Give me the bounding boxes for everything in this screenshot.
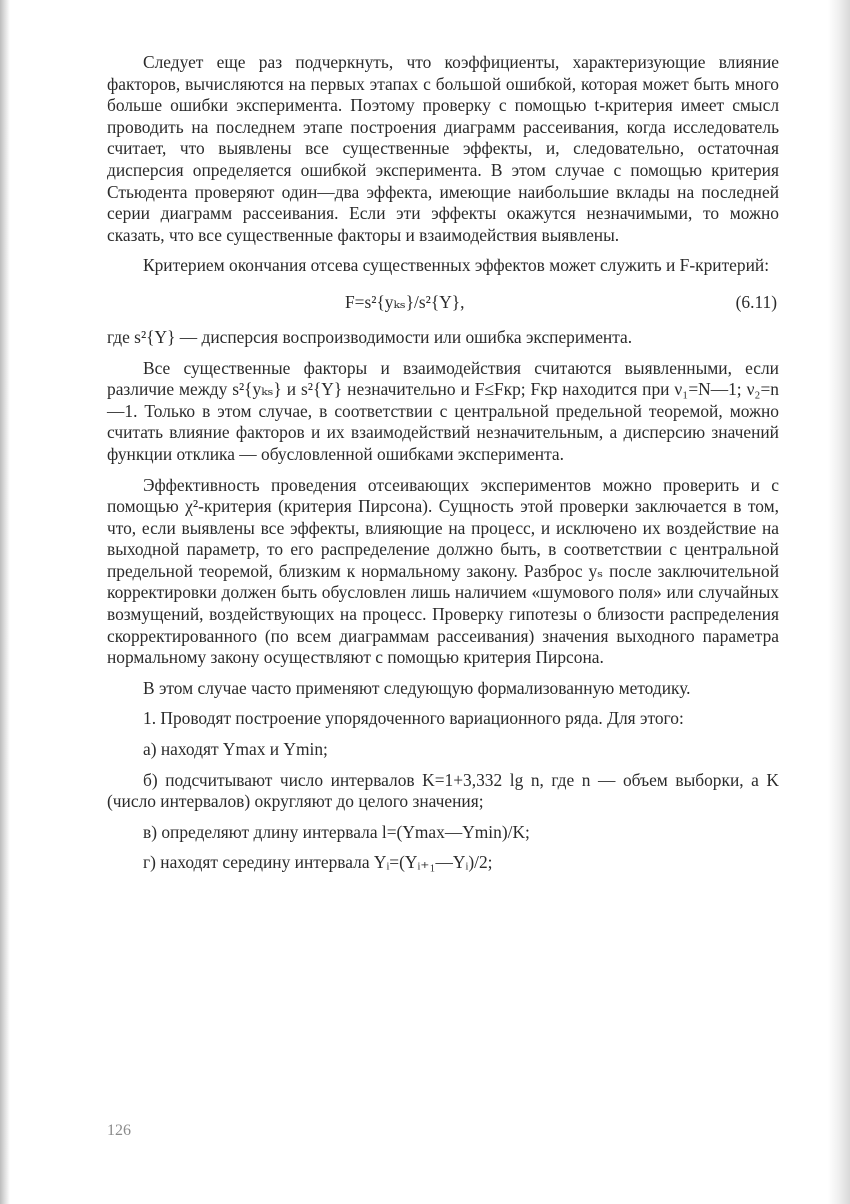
list-item-step-b: б) подсчитывают число интервалов K=1+3,332 lg n, где n — объем выборки, а K (число интервалов) округляют до целого значения;	[107, 769, 779, 812]
paragraph-method-intro: В этом случае часто применяют следующую формализованную методику.	[143, 677, 691, 698]
scan-edge-left	[0, 0, 10, 1204]
scan-edge-right	[828, 0, 850, 1204]
paragraph-significant-factors: Все существенные факторы и взаимодействия считаются выявленными, если различие между s²{yₖₛ} и s²{Y} незначительно и F≤Fкр; Fкр находится при ν₁=N—1; ν₂=n—1. Только в этом случае, в соответствии с центральной предельной теоремой, можно считать влияние факторов и их взаимодействий незначительным, а дисперсию значений функции отклика — обусловленной ошибками эксперимента.	[107, 357, 779, 464]
list-item-step-a: а) находят Ymax и Ymin;	[143, 739, 328, 760]
paragraph-pearson-check: Эффективность проведения отсеивающих экспериментов можно проверить и с помощью χ²-критерия (критерия Пирсона). Сущность этой проверки заключается в том, что, если выявлены все эффекты, влияющие на процесс, и исключено их воздействие на выходной параметр, то его распределение должно быть, в соответствии с центральной предельной теоремой, близким к нормальному закону. Разброс yₛ после заключительной корректировки должен быть обусловлен лишь наличием «шумового поля» или случайных возмущений, воздействующих на процесс. Проверку гипотезы о близости распределения скорректированного (по всем диаграммам рассеивания) значения выходного параметра нормальному закону осуществляют с помощью критерия Пирсона.	[107, 474, 779, 668]
formula-number: (6.11)	[735, 291, 777, 312]
paragraph-formula-explanation: где s²{Y} — дисперсия воспроизводимости или ошибка эксперимента.	[107, 326, 633, 347]
formula-expression: F=s²{yₖₛ}/s²{Y},	[345, 291, 465, 312]
formula-6-11	[107, 291, 779, 313]
list-item-step-d: г) находят середину интервала Yᵢ=(Yᵢ₊₁—Yᵢ)/2;	[143, 852, 493, 873]
list-item-step-1: 1. Проводят построение упорядоченного вариационного ряда. Для этого:	[143, 708, 684, 729]
paragraph-f-criterion-intro: Критерием окончания отсева существенных эффектов может служить и F-критерий:	[143, 255, 770, 276]
page-number: 126	[107, 1122, 131, 1139]
paragraph-coefficients: Следует еще раз подчеркнуть, что коэффициенты, характеризующие влияние факторов, вычисляются на первых этапах с большой ошибкой, которая может быть много больше ошибки эксперимента. Поэтому проверку с помощью t-критерия имеет смысл проводить на последнем этапе построения диаграмм рассеивания, когда исследователь считает, что выявлены все существенные эффекты, и, следовательно, остаточная дисперсия определяется ошибкой эксперимента. В этом случае с помощью критерия Стьюдента проверяют один—два эффекта, имеющие наибольшие вклады на последней серии диаграмм рассеивания. Если эти эффекты окажутся незначимыми, то можно сказать, что все существенные факторы и взаимодействия выявлены.	[107, 52, 779, 245]
page-body	[107, 52, 779, 874]
list-item-step-c: в) определяют длину интервала l=(Ymax—Ymin)/K;	[143, 821, 530, 842]
